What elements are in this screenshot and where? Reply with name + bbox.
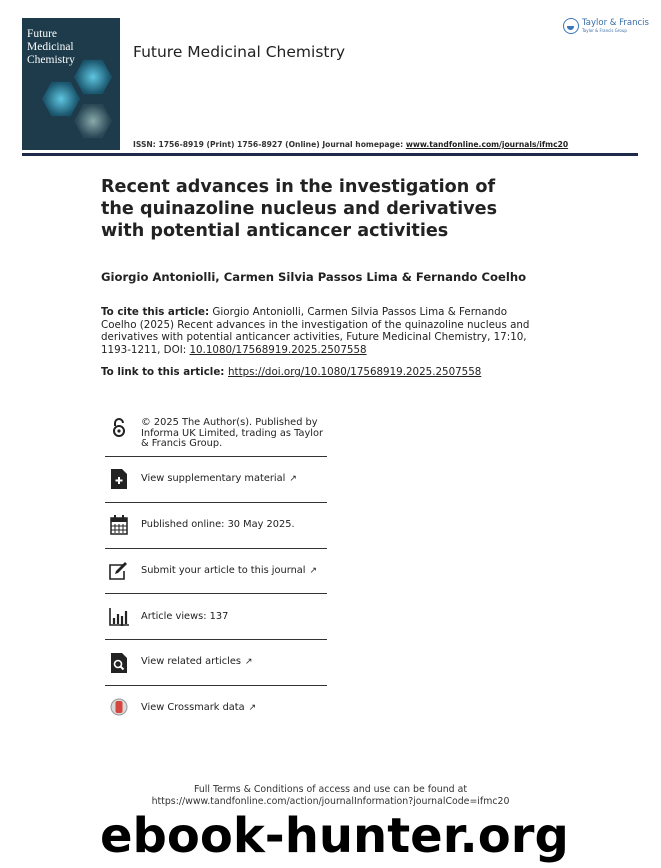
doi-link[interactable]: https://doi.org/10.1080/17568919.2025.2507558: [228, 366, 482, 378]
header-rule: [22, 153, 638, 156]
crossmark-icon: [109, 698, 129, 718]
supplementary-row[interactable]: [105, 457, 327, 503]
external-link-icon: ↗: [244, 657, 253, 668]
published-row: [105, 503, 327, 549]
license-text: © 2025 The Author(s). Published by Informa UK Limited, trading as Taylor & Francis Group.: [141, 417, 324, 449]
issn-line: [133, 140, 568, 149]
external-link-icon: ↗: [289, 474, 297, 485]
external-link-icon: ↗: [248, 703, 257, 714]
article-title: Recent advances in the investigation of the quinazoline nucleus and derivatives with potential anticancer activities: [101, 177, 498, 241]
cite-text: Giorgio Antoniolli, Carmen Silvia Passos Lima & Fernando Coelho (2025) Recent advances in the investigation of the quinazoline nucleus and derivatives with potential anticancer activities, Future Medicinal Chemistry, 17:10, 1193-1211, DOI:: [101, 306, 530, 356]
publisher-name: Taylor & Francis: [582, 18, 649, 28]
terms-footer: [0, 784, 661, 807]
citation: [101, 306, 531, 356]
journal-homepage-link[interactable]: www.tandfonline.com/journals/ifmc20: [405, 140, 569, 149]
article-views: Article views: 137: [141, 610, 229, 622]
cover-title: Future Medicinal Chemistry: [27, 28, 75, 66]
supplementary-link[interactable]: View supplementary material: [141, 473, 286, 485]
submit-article-link[interactable]: Submit your article to this journal: [141, 564, 306, 576]
journal-cover-image: [22, 18, 120, 150]
cite-label: To cite this article:: [101, 306, 210, 318]
related-row[interactable]: [105, 640, 327, 686]
journal-title: Future Medicinal Chemistry: [133, 43, 346, 61]
published-date: Published online: 30 May 2025.: [141, 518, 295, 530]
crossmark-link[interactable]: View Crossmark data: [141, 702, 245, 714]
article-authors: Giorgio Antoniolli, Carmen Silvia Passos Lima & Fernando Coelho: [101, 270, 527, 284]
external-link-icon: ↗: [309, 565, 318, 576]
related-articles-link[interactable]: View related articles: [141, 656, 241, 668]
calendar-icon: [109, 515, 129, 535]
crossmark-row[interactable]: [105, 686, 327, 731]
terms-link[interactable]: https://www.tandfonline.com/action/journalInformation?journalCode=ifmc20: [151, 795, 510, 807]
submit-icon: [109, 561, 129, 581]
article-info-list: [105, 418, 327, 731]
watermark: ebook-hunter.org: [100, 808, 569, 864]
views-row: [105, 594, 327, 640]
footer-line-1: Full Terms & Conditions of access and use can be found at: [193, 784, 468, 795]
submit-row[interactable]: [105, 549, 327, 595]
license-row: [105, 418, 327, 457]
views-icon: [109, 607, 129, 627]
taylor-francis-logo-icon: [563, 18, 579, 34]
article-link: [101, 366, 481, 378]
related-icon: [109, 653, 129, 673]
supplementary-icon: [109, 469, 129, 489]
open-access-icon: [109, 418, 129, 438]
issn-text: ISSN: 1756-8919 (Print) 1756-8927 (Online) Journal homepage:: [133, 140, 406, 149]
link-label: To link to this article:: [101, 366, 229, 378]
publisher-sub: Taylor & Francis Group: [582, 28, 627, 33]
publisher-logo: [563, 18, 649, 34]
cite-doi-link[interactable]: 10.1080/17568919.2025.2507558: [189, 343, 367, 356]
